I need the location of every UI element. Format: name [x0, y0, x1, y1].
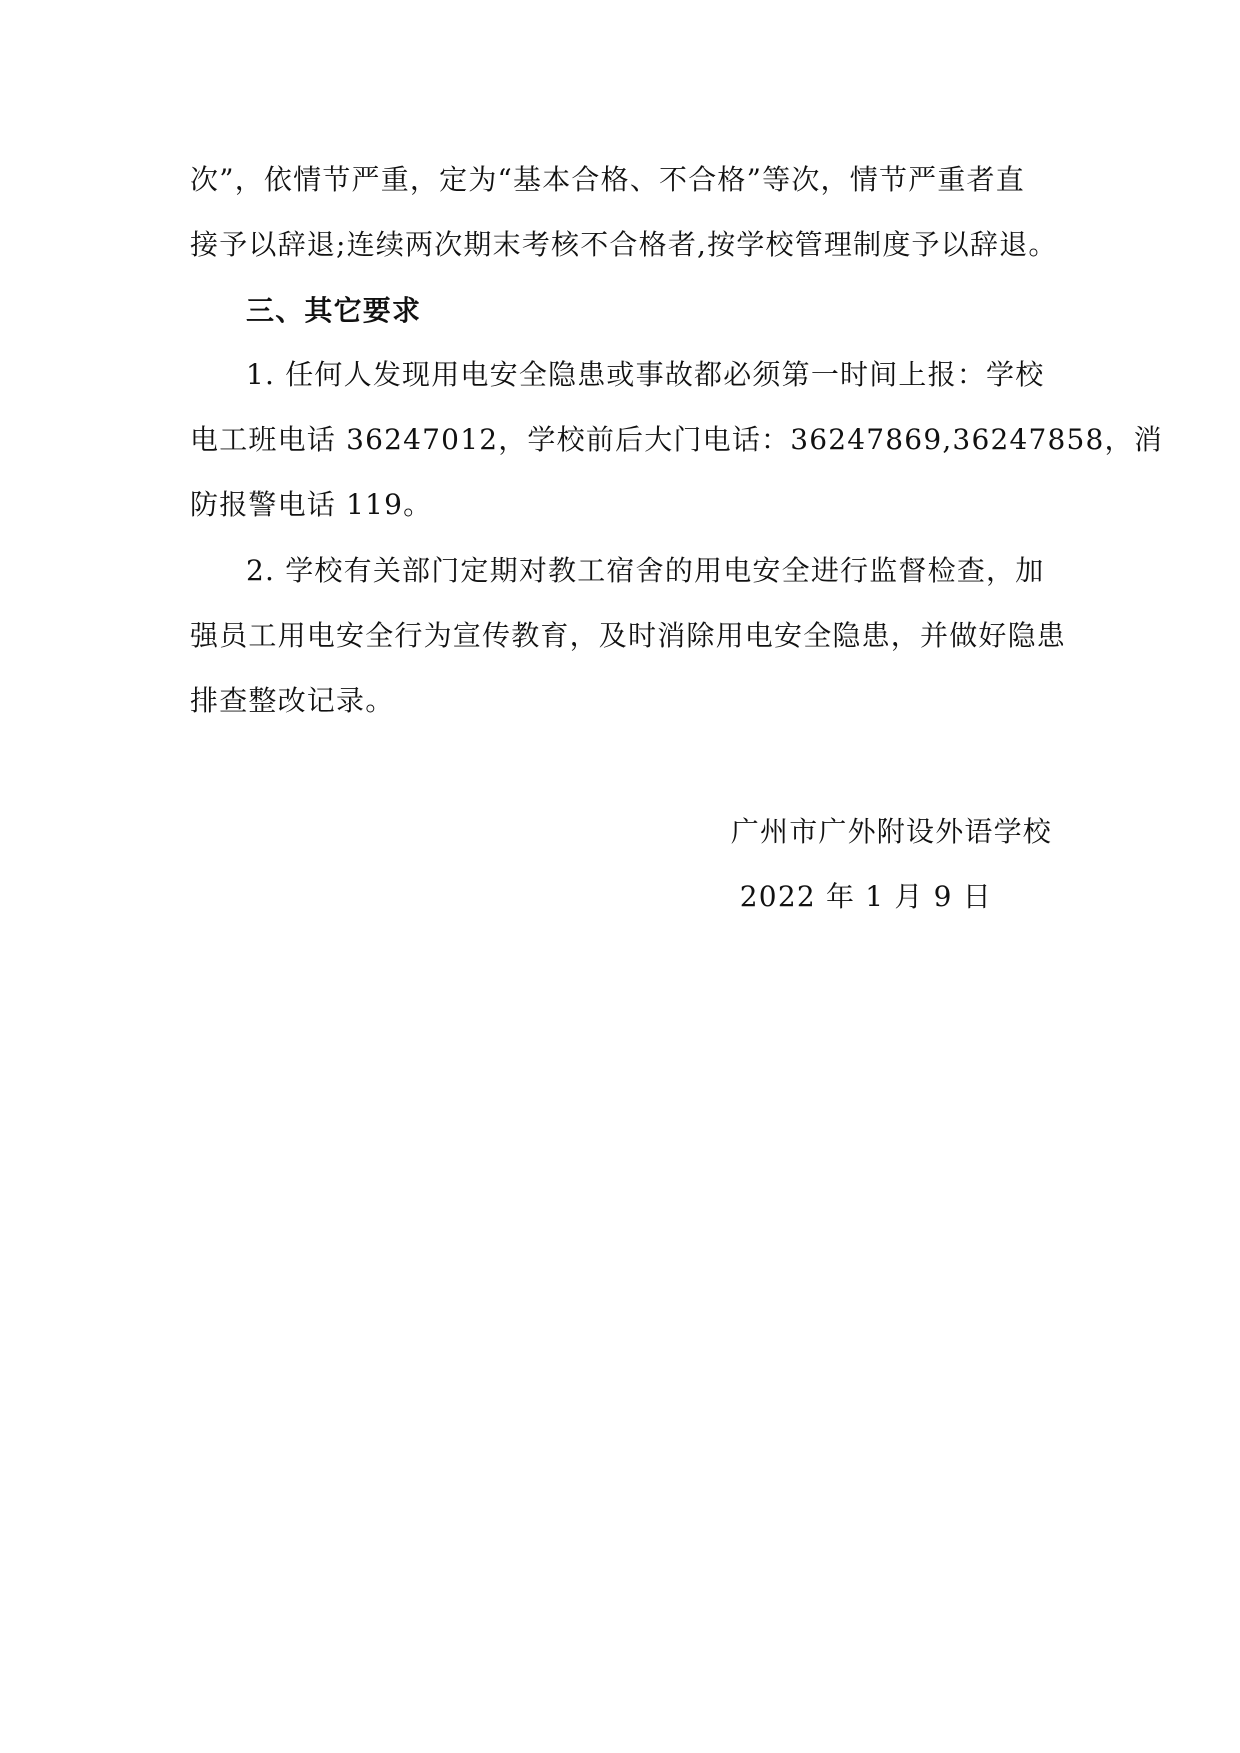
list-item-line: 防报警电话 119。	[190, 488, 433, 521]
list-item-line: 强员工用电安全行为宣传教育，及时消除用电安全隐患，并做好隐患	[190, 619, 1067, 652]
paragraph-line: 接予以辞退;连续两次期末考核不合格者,按学校管理制度予以辞退。	[190, 228, 1058, 261]
signature-date: 2022 年 1 月 9 日	[739, 880, 992, 913]
list-item-line: 2. 学校有关部门定期对教工宿舍的用电安全进行监督检查，加	[246, 554, 1045, 587]
section-heading: 三、其它要求	[246, 294, 422, 327]
list-item-line: 电工班电话 36247012，学校前后大门电话：36247869,36247858，消	[190, 423, 1163, 456]
signature-organization: 广州市广外附设外语学校	[730, 815, 1052, 848]
paragraph-line: 次”，依情节严重，定为“基本合格、不合格”等次，情节严重者直	[190, 163, 1025, 196]
list-item-line: 排查整改记录。	[190, 684, 395, 717]
list-item-line: 1. 任何人发现用电安全隐患或事故都必须第一时间上报：学校	[246, 358, 1045, 391]
